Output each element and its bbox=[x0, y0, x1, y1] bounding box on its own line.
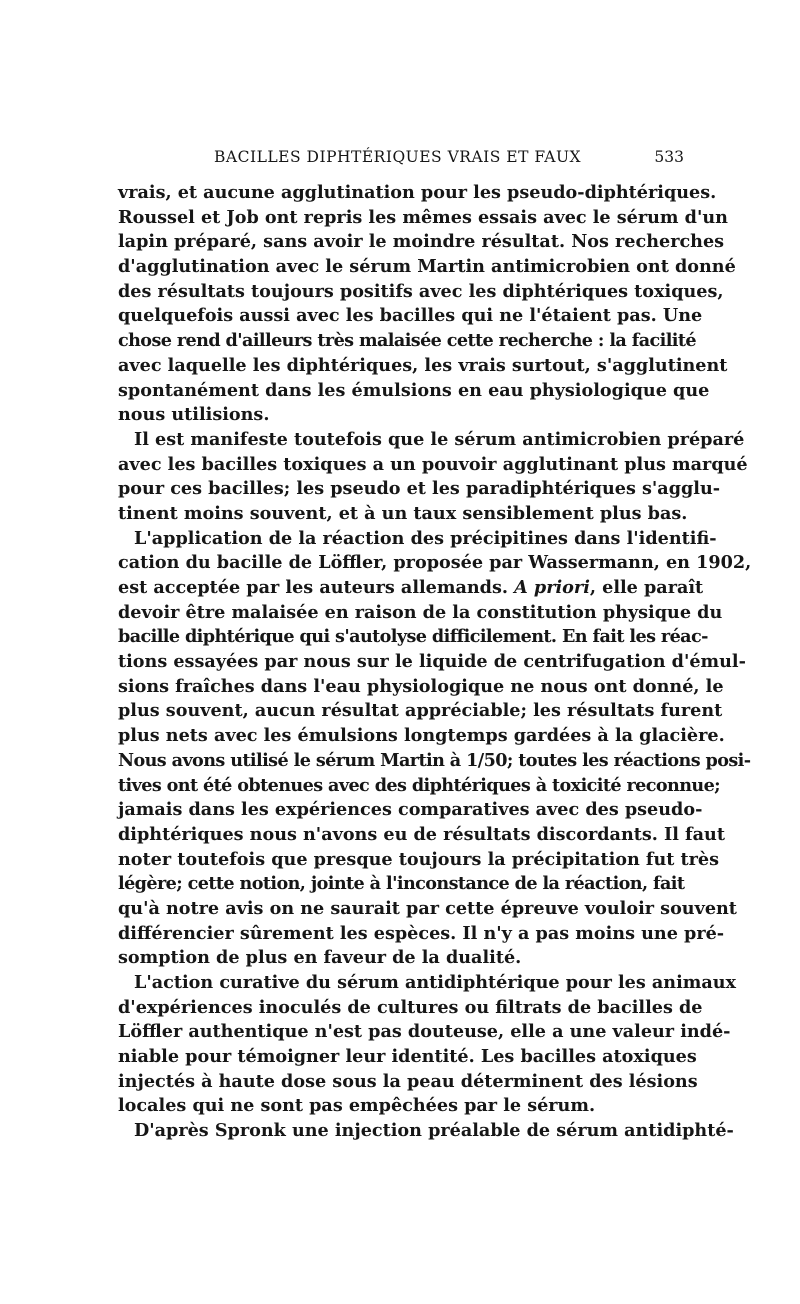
text-line: tions essayées par nous sur le liquide de centrifugation d'émul- bbox=[118, 651, 746, 673]
text-line: cation du bacille de Löffler, proposée par Wassermann, en 1902, bbox=[118, 552, 752, 574]
text-line: bacille diphtérique qui s'autolyse difficilement. En fait les réac- bbox=[118, 626, 708, 648]
text-line: sions fraîches dans l'eau physiologique ne nous ont donné, le bbox=[118, 675, 724, 697]
text-line: différencier sûrement les espèces. Il n'y a pas moins une pré- bbox=[118, 922, 725, 944]
body-text bbox=[118, 181, 752, 1144]
text-line: des résultats toujours positifs avec les diphtériques toxiques, bbox=[118, 280, 724, 302]
text-line: L'application de la réaction des précipitines dans l'identifi- bbox=[134, 527, 717, 549]
text-line: devoir être malaisée en raison de la constitution physique du bbox=[118, 601, 723, 623]
running-title: BACILLES DIPHTÉRIQUES VRAIS ET FAUX bbox=[214, 148, 582, 166]
text-line: quelquefois aussi avec les bacilles qui ne l'étaient pas. Une bbox=[118, 305, 703, 327]
text-line: plus nets avec les émulsions longtemps gardées à la glacière. bbox=[118, 725, 725, 747]
text-line: légère; cette notion, jointe à l'inconstance de la réaction, fait bbox=[118, 873, 685, 895]
running-head bbox=[118, 148, 684, 172]
text-line: noter toutefois que presque toujours la précipitation fut très bbox=[118, 848, 720, 870]
text-line: nous utilisions. bbox=[118, 404, 270, 426]
text-line: tinent moins souvent, et à un taux sensiblement plus bas. bbox=[118, 502, 688, 524]
paragraph bbox=[118, 971, 737, 1119]
text-line: spontanément dans les émulsions en eau physiologique que bbox=[118, 379, 710, 401]
text-line: avec laquelle les diphtériques, les vrais surtout, s'agglutinent bbox=[118, 354, 728, 376]
page-number: 533 bbox=[654, 148, 684, 166]
text-line: L'action curative du sérum antidiphtérique pour les animaux bbox=[134, 972, 737, 993]
text-line: pour ces bacilles; les pseudo et les paradiphtériques s'agglu- bbox=[118, 478, 721, 500]
text-line: diphtériques nous n'avons eu de résultats discordants. Il faut bbox=[118, 823, 725, 845]
text-line: vrais, et aucune agglutination pour les pseudo-diphtériques. bbox=[118, 182, 717, 203]
text-line: plus souvent, aucun résultat appréciable; les résultats furent bbox=[118, 700, 723, 722]
text-line: Roussel et Job ont repris les mêmes essais avec le sérum d'un bbox=[118, 206, 728, 228]
text-line: chose rend d'ailleurs très malaisée cette recherche : la facilité bbox=[118, 330, 697, 352]
text-line: lapin préparé, sans avoir le moindre résultat. Nos recherches bbox=[118, 231, 725, 253]
text-line: Löffler authentique n'est pas douteuse, elle a une valeur indé- bbox=[118, 1021, 731, 1043]
text-line: Il est manifeste toutefois que le sérum antimicrobien préparé bbox=[134, 428, 745, 450]
text-line: injectés à haute dose sous la peau déterminent des lésions bbox=[118, 1070, 698, 1092]
paragraph bbox=[118, 1119, 734, 1144]
paragraph bbox=[118, 527, 752, 971]
text-line: somption de plus en faveur de la dualité. bbox=[118, 947, 522, 969]
text-line: avec les bacilles toxiques a un pouvoir agglutinant plus marqué bbox=[118, 453, 748, 475]
paragraph bbox=[118, 181, 736, 428]
text-line: d'expériences inoculés de cultures ou filtrats de bacilles de bbox=[118, 996, 703, 1018]
text-line: d'agglutination avec le sérum Martin antimicrobien ont donné bbox=[118, 256, 736, 278]
text-line: est acceptée par les auteurs allemands. A priori, elle paraît bbox=[118, 577, 704, 598]
text-line: tives ont été obtenues avec des diphtériques à toxicité reconnue; bbox=[118, 774, 721, 796]
text-line: Nous avons utilisé le sérum Martin à 1/50; toutes les réactions posi- bbox=[118, 749, 751, 771]
text-line: locales qui ne sont pas empêchées par le sérum. bbox=[118, 1095, 596, 1117]
text-line: jamais dans les expériences comparatives avec des pseudo- bbox=[118, 799, 703, 821]
text-line: D'après Spronk une injection préalable de sérum antidiphté- bbox=[134, 1120, 734, 1142]
text-line: qu'à notre avis on ne saurait par cette épreuve vouloir souvent bbox=[118, 897, 737, 919]
paragraph bbox=[118, 428, 748, 527]
text-line: niable pour témoigner leur identité. Les bacilles atoxiques bbox=[118, 1046, 697, 1068]
